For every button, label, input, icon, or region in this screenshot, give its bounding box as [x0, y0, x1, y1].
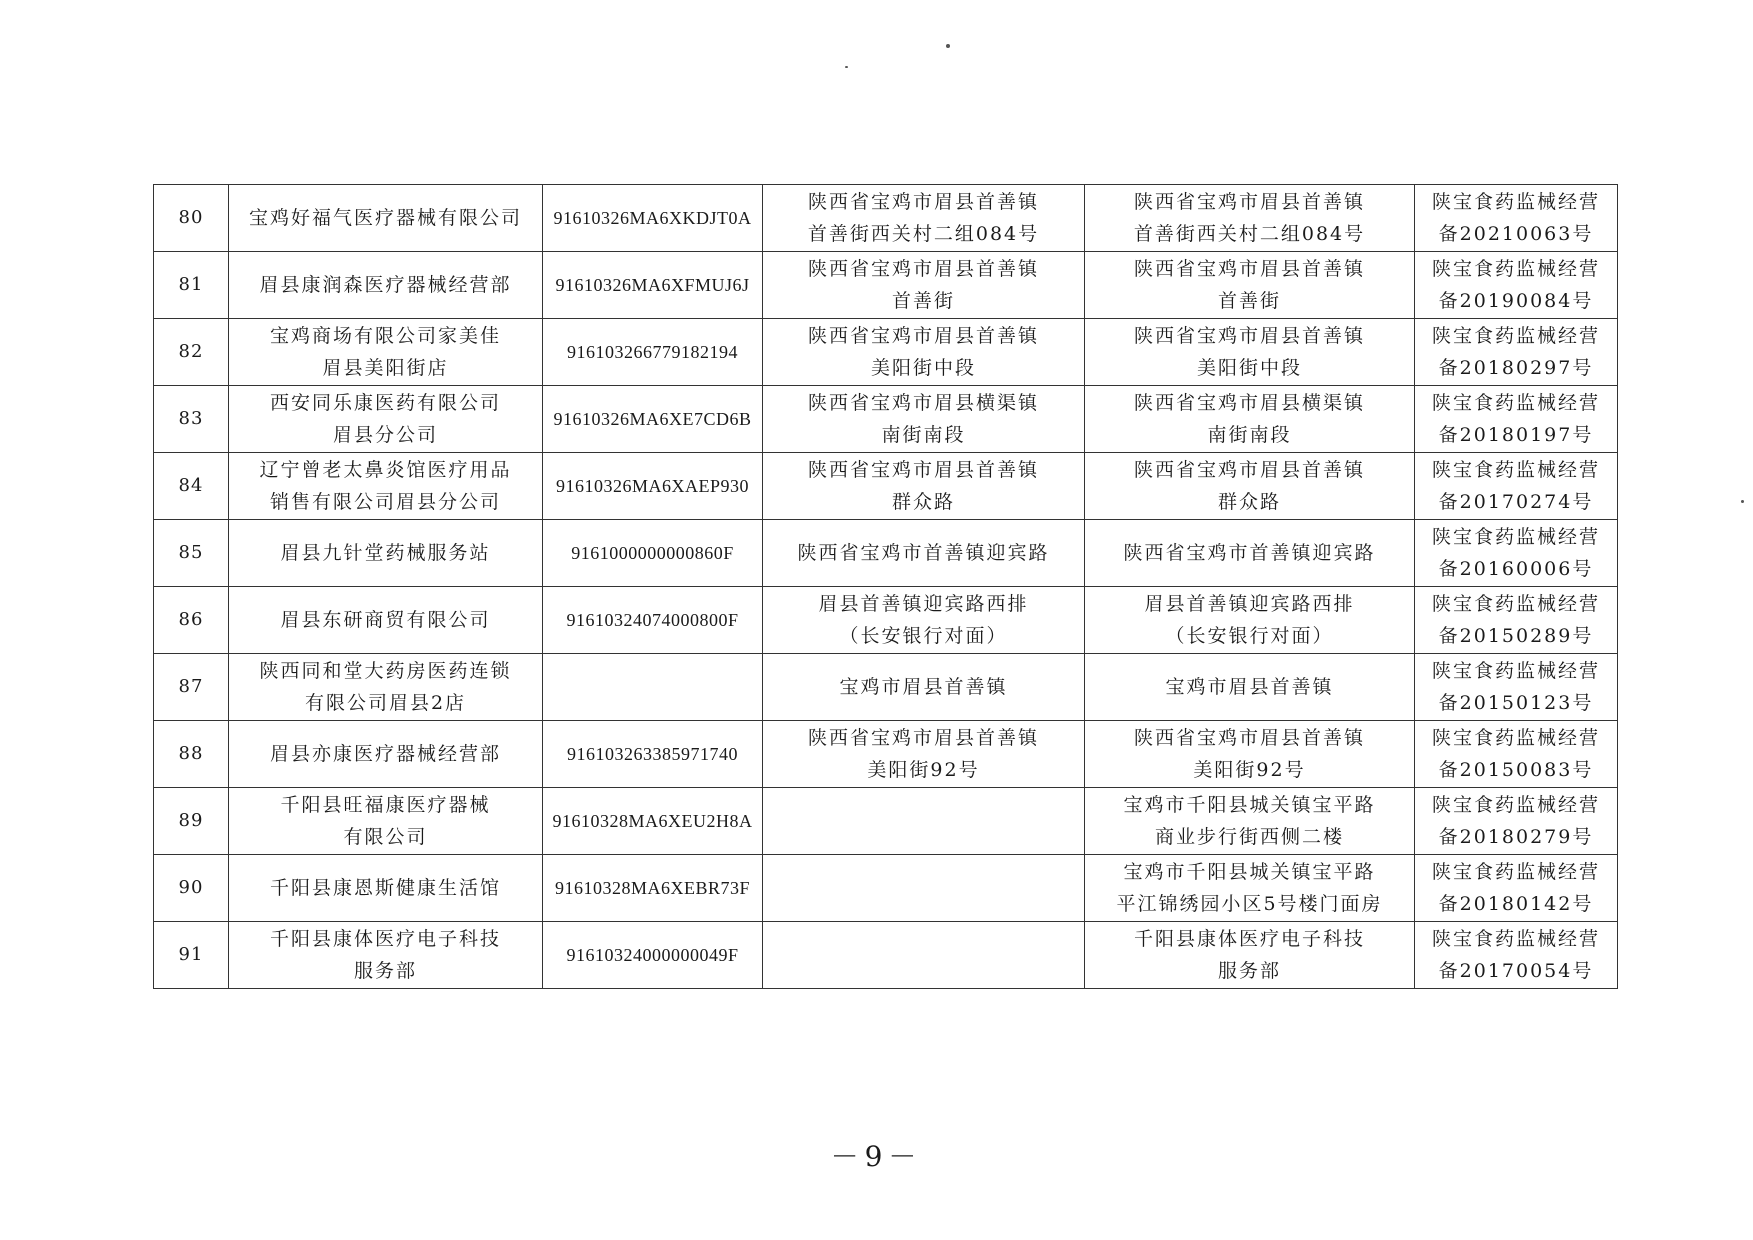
cell-text-line: 陕西省宝鸡市眉县首善镇	[1133, 459, 1365, 481]
registered-address-cell	[763, 319, 1085, 386]
registered-address-cell	[763, 453, 1085, 520]
record-number-cell	[1415, 453, 1618, 520]
business-address-cell	[1085, 922, 1415, 989]
record-number-cell	[1415, 922, 1618, 989]
cell-text-line: 首善街西关村二组084号	[1133, 223, 1366, 245]
cell-text-line: 陕宝食药监械经营	[1431, 258, 1600, 280]
cell-text-line: 陕西省宝鸡市首善镇迎宾路	[1123, 542, 1376, 564]
registered-address-cell	[763, 520, 1085, 587]
cell-text-line: 服务部	[1217, 960, 1281, 982]
cell-text-line: 首善街西关村二组084号	[807, 223, 1040, 245]
cell-text-line: 备20180297号	[1438, 357, 1594, 379]
scan-speck	[1741, 500, 1744, 503]
company-name-cell	[229, 386, 543, 453]
row-number-cell: 87	[154, 654, 229, 721]
row-number-cell: 85	[154, 520, 229, 587]
table-row	[154, 252, 1618, 319]
cell-text-line: 宝鸡市千阳县城关镇宝平路	[1123, 794, 1376, 816]
business-address-cell	[1085, 185, 1415, 252]
record-number-cell	[1415, 185, 1618, 252]
cell-text-line: 宝鸡市眉县首善镇	[1165, 676, 1334, 698]
cell-text-line: 备20170054号	[1438, 960, 1594, 982]
registered-address-cell	[763, 386, 1085, 453]
cell-text-line: 群众路	[891, 491, 955, 513]
credit-code-cell: 91610324000000049F	[543, 922, 763, 989]
records-table	[153, 184, 1618, 989]
company-name-cell	[229, 654, 543, 721]
cell-text-line: 宝鸡商场有限公司家美佳	[269, 325, 501, 347]
business-address-cell	[1085, 855, 1415, 922]
cell-text-line: 陕西省宝鸡市眉县首善镇	[807, 325, 1039, 347]
cell-text-line: 陕宝食药监械经营	[1431, 526, 1600, 548]
cell-text-line: 美阳街92号	[867, 759, 980, 781]
cell-text-line: 首善街	[891, 290, 955, 312]
credit-code-cell: 91610328MA6XEU2H8A	[543, 788, 763, 855]
cell-text-line: 南街南段	[881, 424, 966, 446]
record-number-cell	[1415, 319, 1618, 386]
business-address-cell	[1085, 252, 1415, 319]
table-row	[154, 185, 1618, 252]
cell-text-line: 备20170274号	[1438, 491, 1594, 513]
company-name-cell	[229, 788, 543, 855]
cell-text-line: 群众路	[1217, 491, 1281, 513]
credit-code-cell: 91610326MA6XFMUJ6J	[543, 252, 763, 319]
credit-code-cell: 9161000000000860F	[543, 520, 763, 587]
cell-text-line: 备20190084号	[1438, 290, 1594, 312]
credit-code-cell: 91610328MA6XEBR73F	[543, 855, 763, 922]
business-address-cell	[1085, 721, 1415, 788]
row-number-cell: 84	[154, 453, 229, 520]
cell-text-line: 服务部	[353, 960, 417, 982]
credit-code-cell: 91610326MA6XAEP930	[543, 453, 763, 520]
cell-text-line: （长安银行对面）	[839, 625, 1008, 647]
record-number-cell	[1415, 855, 1618, 922]
row-number-cell: 91	[154, 922, 229, 989]
cell-text-line: 宝鸡好福气医疗器械有限公司	[248, 207, 522, 229]
row-number-cell: 89	[154, 788, 229, 855]
cell-text-line: 销售有限公司眉县分公司	[269, 491, 501, 513]
cell-text-line: 陕西省宝鸡市眉县横渠镇	[1133, 392, 1365, 414]
cell-text-line: 陕西省宝鸡市首善镇迎宾路	[797, 542, 1050, 564]
cell-text-line: 陕西省宝鸡市眉县首善镇	[1133, 191, 1365, 213]
records-table-body	[154, 185, 1618, 989]
registered-address-cell	[763, 922, 1085, 989]
row-number-cell: 90	[154, 855, 229, 922]
registered-address-cell	[763, 721, 1085, 788]
company-name-cell	[229, 185, 543, 252]
company-name-cell	[229, 453, 543, 520]
credit-code-cell: 91610326MA6XKDJT0A	[543, 185, 763, 252]
cell-text-line: 美阳街中段	[1196, 357, 1302, 379]
company-name-cell	[229, 855, 543, 922]
registered-address-cell	[763, 654, 1085, 721]
cell-text-line: 千阳县旺福康医疗器械	[280, 794, 491, 816]
row-number-cell: 81	[154, 252, 229, 319]
business-address-cell	[1085, 654, 1415, 721]
cell-text-line: 眉县亦康医疗器械经营部	[269, 743, 501, 765]
business-address-cell	[1085, 319, 1415, 386]
cell-text-line: 有限公司眉县2店	[304, 692, 467, 714]
cell-text-line: 陕宝食药监械经营	[1431, 459, 1600, 481]
cell-text-line: 南街南段	[1207, 424, 1292, 446]
business-address-cell	[1085, 453, 1415, 520]
cell-text-line: 美阳街92号	[1193, 759, 1306, 781]
cell-text-line: 眉县东研商贸有限公司	[280, 609, 491, 631]
record-number-cell	[1415, 252, 1618, 319]
table-row	[154, 386, 1618, 453]
cell-text-line: 陕宝食药监械经营	[1431, 794, 1600, 816]
table-row	[154, 453, 1618, 520]
record-number-cell	[1415, 654, 1618, 721]
cell-text-line: 眉县首善镇迎宾路西排	[1144, 593, 1355, 615]
cell-text-line: 眉县分公司	[332, 424, 438, 446]
record-number-cell	[1415, 520, 1618, 587]
table-row	[154, 788, 1618, 855]
registered-address-cell	[763, 855, 1085, 922]
credit-code-cell: 916103263385971740	[543, 721, 763, 788]
cell-text-line: 千阳县康体医疗电子科技	[1133, 928, 1365, 950]
cell-text-line: 陕西同和堂大药房医药连锁	[259, 660, 512, 682]
cell-text-line: 陕宝食药监械经营	[1431, 325, 1600, 347]
cell-text-line: 备20150123号	[1438, 692, 1594, 714]
registered-address-cell	[763, 252, 1085, 319]
cell-text-line: 陕西省宝鸡市眉县首善镇	[807, 191, 1039, 213]
cell-text-line: 陕西省宝鸡市眉县首善镇	[1133, 727, 1365, 749]
record-number-cell	[1415, 788, 1618, 855]
registered-address-cell	[763, 788, 1085, 855]
row-number-cell: 88	[154, 721, 229, 788]
cell-text-line: 眉县首善镇迎宾路西排	[818, 593, 1029, 615]
cell-text-line: 陕宝食药监械经营	[1431, 593, 1600, 615]
table-row	[154, 855, 1618, 922]
credit-code-cell: 91610324074000800F	[543, 587, 763, 654]
table-row	[154, 587, 1618, 654]
cell-text-line: 陕宝食药监械经营	[1431, 660, 1600, 682]
cell-text-line: 西安同乐康医药有限公司	[269, 392, 501, 414]
cell-text-line: 宝鸡市千阳县城关镇宝平路	[1123, 861, 1376, 883]
cell-text-line: 备20150083号	[1438, 759, 1594, 781]
credit-code-cell: 916103266779182194	[543, 319, 763, 386]
business-address-cell	[1085, 386, 1415, 453]
cell-text-line: 眉县九针堂药械服务站	[280, 542, 491, 564]
business-address-cell	[1085, 788, 1415, 855]
company-name-cell	[229, 721, 543, 788]
table-row	[154, 721, 1618, 788]
cell-text-line: 有限公司	[343, 826, 428, 848]
table-row	[154, 654, 1618, 721]
credit-code-cell: 91610326MA6XE7CD6B	[543, 386, 763, 453]
cell-text-line: 陕宝食药监械经营	[1431, 392, 1600, 414]
row-number-cell: 80	[154, 185, 229, 252]
cell-text-line: 千阳县康恩斯健康生活馆	[269, 877, 501, 899]
cell-text-line: 眉县美阳街店	[322, 357, 449, 379]
record-number-cell	[1415, 587, 1618, 654]
cell-text-line: 陕西省宝鸡市眉县首善镇	[1133, 258, 1365, 280]
cell-text-line: 商业步行街西侧二楼	[1154, 826, 1344, 848]
cell-text-line: 陕宝食药监械经营	[1431, 191, 1600, 213]
cell-text-line: 备20210063号	[1438, 223, 1594, 245]
cell-text-line: 备20160006号	[1438, 558, 1594, 580]
cell-text-line: 陕西省宝鸡市眉县首善镇	[1133, 325, 1365, 347]
cell-text-line: 陕西省宝鸡市眉县首善镇	[807, 727, 1039, 749]
cell-text-line: 宝鸡市眉县首善镇	[839, 676, 1008, 698]
cell-text-line: 备20180142号	[1438, 893, 1594, 915]
cell-text-line: 陕西省宝鸡市眉县首善镇	[807, 258, 1039, 280]
company-name-cell	[229, 319, 543, 386]
registered-address-cell	[763, 185, 1085, 252]
scan-speck	[946, 44, 950, 48]
cell-text-line: （长安银行对面）	[1165, 625, 1334, 647]
record-number-cell	[1415, 721, 1618, 788]
cell-text-line: 美阳街中段	[870, 357, 976, 379]
cell-text-line: 平江锦绣园小区5号楼门面房	[1116, 893, 1383, 915]
table-row	[154, 520, 1618, 587]
row-number-cell: 86	[154, 587, 229, 654]
registered-address-cell	[763, 587, 1085, 654]
business-address-cell	[1085, 587, 1415, 654]
cell-text-line: 陕宝食药监械经营	[1431, 727, 1600, 749]
cell-text-line: 眉县康润森医疗器械经营部	[259, 274, 512, 296]
page-number: －9－	[830, 1140, 923, 1173]
cell-text-line: 首善街	[1217, 290, 1281, 312]
cell-text-line: 备20180279号	[1438, 826, 1594, 848]
credit-code-cell	[543, 654, 763, 721]
cell-text-line: 陕西省宝鸡市眉县首善镇	[807, 459, 1039, 481]
cell-text-line: 陕西省宝鸡市眉县横渠镇	[807, 392, 1039, 414]
cell-text-line: 陕宝食药监械经营	[1431, 861, 1600, 883]
record-number-cell	[1415, 386, 1618, 453]
scan-speck	[845, 66, 848, 68]
cell-text-line: 辽宁曾老太鼻炎馆医疗用品	[259, 459, 512, 481]
cell-text-line: 陕宝食药监械经营	[1431, 928, 1600, 950]
company-name-cell	[229, 520, 543, 587]
company-name-cell	[229, 587, 543, 654]
cell-text-line: 千阳县康体医疗电子科技	[269, 928, 501, 950]
cell-text-line: 备20150289号	[1438, 625, 1594, 647]
company-name-cell	[229, 252, 543, 319]
table-row	[154, 319, 1618, 386]
company-name-cell	[229, 922, 543, 989]
row-number-cell: 83	[154, 386, 229, 453]
row-number-cell: 82	[154, 319, 229, 386]
cell-text-line: 备20180197号	[1438, 424, 1594, 446]
business-address-cell	[1085, 520, 1415, 587]
table-row	[154, 922, 1618, 989]
